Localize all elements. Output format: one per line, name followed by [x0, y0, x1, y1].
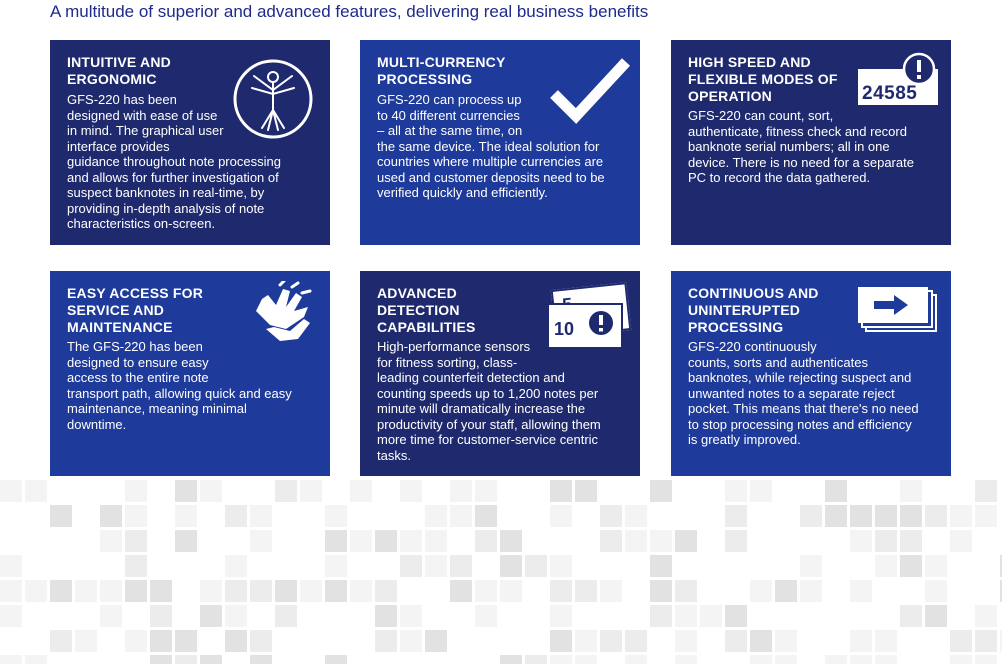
- card-body: GFS-220 can process up to 40 different currencies – all at the same time, on the same device. The ideal solution for countries where multiple currencies are used and customer deposits need to be verified quickly and efficiently.: [377, 92, 605, 200]
- alert-icon: [587, 309, 615, 337]
- checkmark-icon: [550, 56, 632, 124]
- card-body: GFS-220 has been designed with ease of use in mind. The graphical user interface provides guidance throughout note processing and allows for further investigation of suspect banknotes in real-time, by providing in-depth analysis of note characteristics on-screen.: [67, 92, 281, 231]
- card-body: The GFS-220 has been designed to ensure easy access to the entire note transport path, allowing quick and easy maintenance, meaning minimal downtime.: [67, 339, 292, 432]
- card-title: INTUITIVE AND ERGONOMIC: [67, 54, 171, 87]
- banknote-front-icon: [547, 303, 623, 349]
- feature-card-intuitive: [50, 40, 330, 245]
- feature-card-advanced-detection: [360, 271, 640, 476]
- feature-card-high-speed: [671, 40, 951, 245]
- card-body: High-performance sensors for fitness sorting, class- leading counterfeit detection and counting speeds up to 1,200 notes per minute will dramatically increase the productivity of your staff, allowing them more time for customer-service centric tasks.: [377, 339, 601, 463]
- note-stack-arrow-icon: [856, 285, 940, 335]
- card-title: CONTINUOUS AND UNINTERUPTED PROCESSING: [688, 285, 819, 335]
- alert-icon: [902, 52, 936, 86]
- feature-card-multi-currency: [360, 40, 640, 245]
- banknote-value-text: 10: [554, 319, 575, 339]
- card-body: GFS-220 can count, sort, authenticate, fitness check and record banknote serial numbers; all in one device. There is no need for a separate PC to record the data gathered.: [688, 108, 914, 185]
- card-title: EASY ACCESS FOR SERVICE AND MAINTENANCE: [67, 285, 204, 335]
- finger-snap-icon: [246, 281, 318, 353]
- vitruvian-man-icon: [232, 58, 314, 140]
- card-title: MULTI-CURRENCY PROCESSING: [377, 54, 506, 87]
- card-title: ADVANCED DETECTION CAPABILITIES: [377, 285, 476, 335]
- feature-card-easy-access: [50, 271, 330, 476]
- card-body: GFS-220 continuously counts, sorts and authenticates banknotes, while rejecting suspect and unwanted notes to a separate reject pocket. This means that there's no need to stop processing notes and efficiency is greatly improved.: [688, 339, 919, 447]
- page-headline: A multitude of superior and advanced features, delivering real business benefits: [50, 2, 649, 21]
- feature-card-continuous: [671, 271, 951, 476]
- background-tile-pattern: [0, 480, 1002, 664]
- serial-number-text: 24585: [862, 83, 918, 104]
- card-title: HIGH SPEED AND FLEXIBLE MODES OF OPERATION: [688, 54, 838, 104]
